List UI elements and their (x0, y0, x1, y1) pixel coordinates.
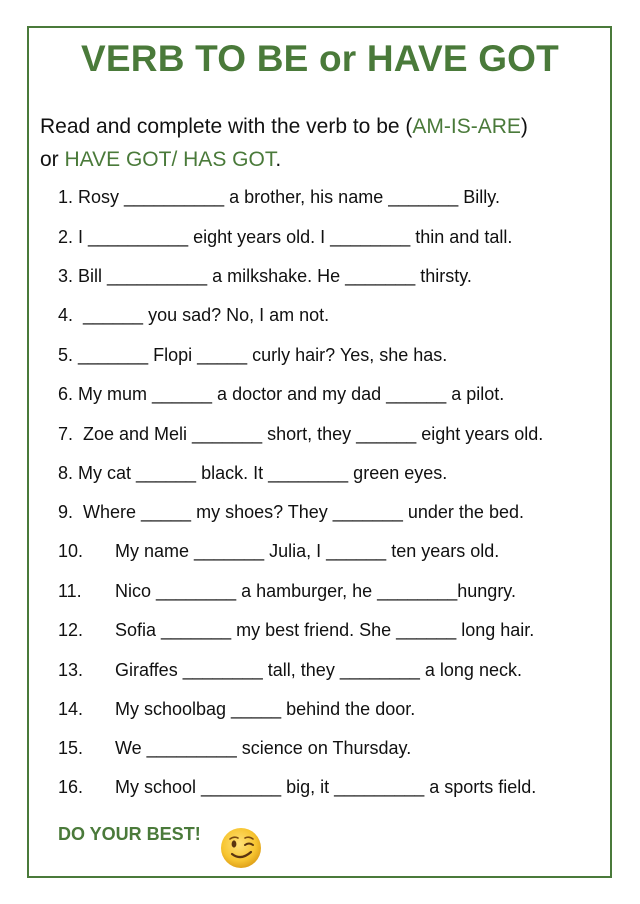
exercise-item (58, 738, 411, 759)
item-sentence: My name _______ Julia, I ______ ten years old. (115, 541, 500, 561)
item-sentence: I __________ eight years old. I ________ thin and tall. (78, 227, 513, 247)
item-number: 5. (58, 345, 74, 365)
instructions-text-2: ) (520, 115, 528, 138)
item-sentence: Bill __________ a milkshake. He _______ thirsty. (78, 266, 472, 286)
item-sentence: Rosy __________ a brother, his name _______ Billy. (78, 187, 500, 207)
exercise-item (58, 305, 329, 326)
item-number: 8. (58, 463, 74, 483)
item-sentence: Giraffes ________ tall, they ________ a long neck. (115, 660, 522, 680)
item-sentence: My school ________ big, it _________ a sports field. (115, 777, 537, 797)
item-sentence: My mum ______ a doctor and my dad ______ a pilot. (78, 384, 505, 404)
item-sentence: Sofia _______ my best friend. She ______ long hair. (115, 620, 535, 640)
item-number: 1. (58, 187, 74, 207)
item-sentence: My schoolbag _____ behind the door. (115, 699, 416, 719)
exercise-item (58, 660, 522, 681)
exercise-item (58, 266, 472, 287)
item-sentence: We _________ science on Thursday. (115, 738, 412, 758)
item-number: 7. (58, 424, 74, 444)
item-number: 13. (58, 660, 84, 680)
item-number: 6. (58, 384, 74, 404)
worksheet-title: VERB TO BE or HAVE GOT (81, 38, 559, 79)
item-number: 2. (58, 227, 74, 247)
item-sentence: Nico ________ a hamburger, he ________hungry. (115, 581, 516, 601)
item-number: 15. (58, 738, 84, 758)
exercise-item (58, 502, 524, 523)
winking-face-icon (219, 826, 263, 870)
exercise-item (58, 581, 516, 602)
exercise-item (58, 345, 447, 366)
instructions-text-3: or (40, 148, 65, 171)
exercise-item (58, 424, 543, 445)
item-number: 9. (58, 502, 74, 522)
item-number: 16. (58, 777, 84, 797)
exercise-item (58, 187, 500, 208)
item-sentence: My cat ______ black. It ________ green eyes. (78, 463, 448, 483)
item-sentence: Where _____ my shoes? They _______ under the bed. (78, 502, 524, 522)
exercise-item (58, 463, 447, 484)
emoji-eye-open (232, 840, 237, 847)
instructions (40, 110, 600, 176)
exercise-item (58, 227, 512, 248)
exercise-item (58, 777, 536, 798)
item-number: 12. (58, 620, 84, 640)
encouragement-text: DO YOUR BEST! (58, 824, 201, 844)
instructions-text-4: . (275, 148, 282, 171)
item-number: 14. (58, 699, 84, 719)
item-number: 4. (58, 305, 74, 325)
instructions-text-1: Read and complete with the verb to be ( (40, 115, 413, 138)
exercise-item (58, 699, 415, 720)
item-number: 3. (58, 266, 74, 286)
item-number: 11. (58, 581, 82, 601)
instructions-highlight-verb-to-be: AM-IS-ARE (412, 115, 521, 138)
exercise-item (58, 384, 504, 405)
item-number: 10. (58, 541, 84, 561)
item-sentence: ______ you sad? No, I am not. (78, 305, 330, 325)
instructions-highlight-have-got: HAVE GOT/ HAS GOT (64, 148, 276, 171)
emoji-face (221, 828, 261, 868)
item-sentence: _______ Flopi _____ curly hair? Yes, she has. (78, 345, 448, 365)
exercise-item (58, 541, 499, 562)
exercise-item (58, 620, 534, 641)
item-sentence: Zoe and Meli _______ short, they ______ eight years old. (78, 424, 544, 444)
